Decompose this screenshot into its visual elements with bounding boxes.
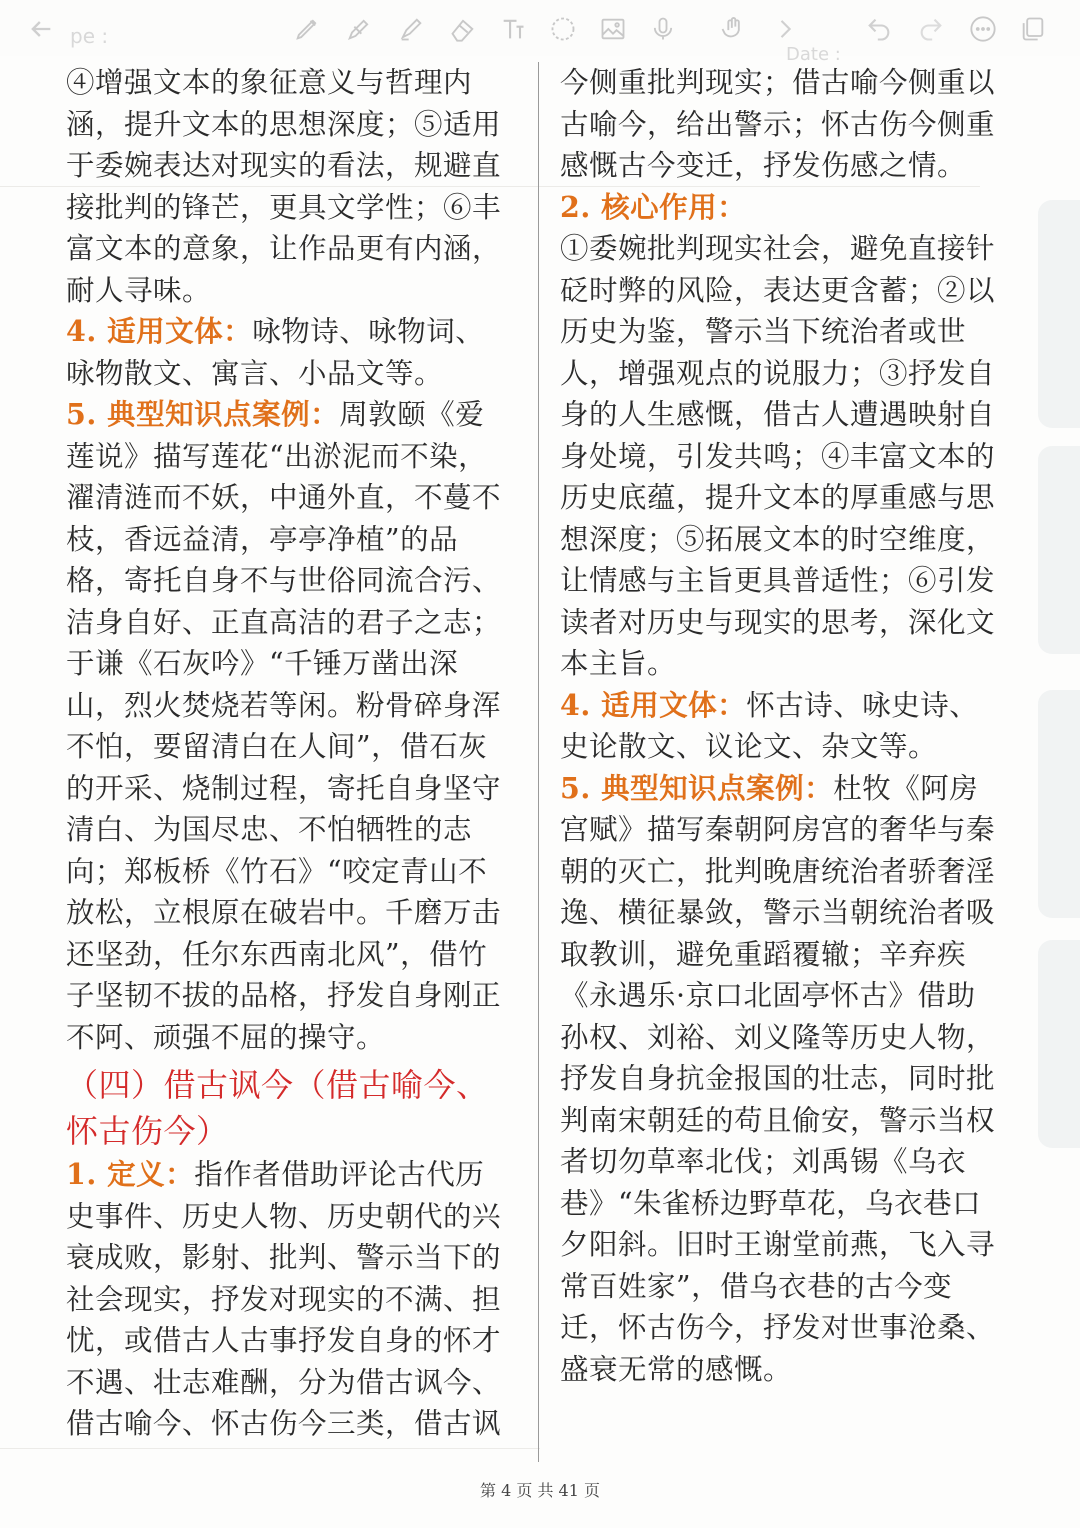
paragraph-text: 指作者借助评论古代历史事件、历史人物、历史朝代的兴衰成败，影射、批判、警示当下的社会现实，抒发对现实的不满、担忧，或借古人古事抒发自身的怀才不遇、壮志难酬，分为借古讽今、借古喻今、怀古伤今三类，借古讽: [66, 1158, 502, 1440]
paragraph: [66, 311, 506, 394]
note-toolbar: [0, 0, 1080, 65]
right-column: [560, 62, 1000, 1390]
paragraph: ①委婉批判现实社会，避免直接针砭时弊的风险，表达更含蓄；②以历史为鉴，警示当下统治者或世人，增强观点的说服力；③抒发自身的人生感慨，借古人遭遇映射自身处境，引发共鸣；④丰富文本的历史底蕴，提升文本的厚重感与思想深度；⑤拓展文本的时空维度，让情感与主旨更具普适性；⑥引发读者对历史与现实的思考，深化文本主旨。: [560, 232, 996, 680]
paragraph-text: 周敦颐《爱莲说》描写莲花“出淤泥而不染，濯清涟而不妖，中通外直，不蔓不枝，香远益清，亭亭净植”的品格，寄托自身不与世俗同流合污、洁身自好、正直高洁的君子之志；于谦《石灰吟》“千锤万凿出深山，烈火焚烧若等闲。粉骨碎身浑不怕，要留清白在人间”，借石灰的开采、烧制过程，寄托自身坚守清白、为国尽忠、不怕牺牲的志向；郑板桥《竹石》“咬定青山不放松，立根原在破岩中。千磨万击还坚劲，任尔东西南北风”，借竹子坚韧不拔的品格，抒发自身刚正不阿、顽强不屈的操守。: [66, 398, 502, 1054]
paragraph-text: 咏物诗、咏物词、咏物散文、寓言、小品文等。: [66, 315, 485, 390]
side-tab[interactable]: [1038, 446, 1080, 654]
paragraph-text: 杜牧《阿房宫赋》描写秦朝阿房宫的奢华与秦朝的灭亡，批判晚唐统治者骄奢淫逸、横征暴敛，警示当朝统治者吸取教训，避免重蹈覆辙；辛弃疾《永遇乐·京口北固亭怀古》借助孙权、刘裕、刘义隆等历史人物，抒发自身抗金报国的壮志，同时批判南宋朝廷的苟且偷安，警示当权者切勿草率北伐；刘禹锡《乌衣巷》“朱雀桥边野草花，乌衣巷口夕阳斜。旧时王谢堂前燕，飞入寻常百姓家”，借乌衣巷的古今变迁，怀古伤今，抒发对世事沧桑、盛衰无常的感慨。: [560, 771, 996, 1386]
chevron-right-icon[interactable]: [770, 14, 800, 44]
paragraph-text: 怀古诗、咏史诗、史论散文、议论文、杂文等。: [560, 688, 979, 763]
highlighter-icon[interactable]: [396, 14, 426, 44]
page-number: 第 4 页 共 41 页: [480, 1481, 600, 1500]
image-icon[interactable]: [598, 14, 628, 44]
mic-icon[interactable]: [648, 14, 678, 44]
paragraph: [560, 187, 1000, 229]
header-ghost-label: pe :: [70, 24, 109, 48]
heading-typical-cases: 5. 典型知识点案例：: [66, 397, 340, 431]
redo-icon[interactable]: [916, 14, 946, 44]
paragraph: [66, 394, 506, 1058]
back-arrow-icon[interactable]: [26, 14, 56, 44]
section-title: （四）借古讽今（借古喻今、怀古伤今）: [66, 1066, 489, 1150]
left-column: [66, 62, 506, 1445]
header-ghost-date: Date :: [786, 44, 841, 65]
more-icon[interactable]: [968, 14, 998, 44]
undo-icon[interactable]: [864, 14, 894, 44]
text-tool-icon[interactable]: [498, 14, 528, 44]
lasso-icon[interactable]: [548, 14, 578, 44]
side-tab[interactable]: [1038, 690, 1080, 918]
paragraph: [560, 685, 1000, 768]
heading-applicable-genres: 4. 适用文体：: [66, 314, 253, 348]
paragraph: 今侧重批判现实；借古喻今侧重以古喻今，给出警示；怀古伤今侧重感慨古今变迁，抒发伤感之情。: [560, 66, 996, 182]
heading-core-function: 2. 核心作用：: [560, 189, 747, 224]
ruled-line: [0, 1448, 540, 1449]
heading-typical-cases: 5. 典型知识点案例：: [560, 770, 834, 805]
eraser-icon[interactable]: [448, 14, 478, 44]
paragraph: ④增强文本的象征意义与哲理内涵，提升文本的思想深度；⑤适用于委婉表达对现实的看法，规避直接批判的锋芒，更具文学性；⑥丰富文本的意象，让作品更有内涵，耐人寻味。: [66, 66, 502, 307]
heading-definition: 1. 定义：: [66, 1157, 195, 1191]
pen-icon[interactable]: [292, 14, 322, 44]
side-tab[interactable]: [1038, 940, 1080, 1148]
pages-icon[interactable]: [1018, 14, 1048, 44]
side-tab[interactable]: [1038, 200, 1080, 428]
paragraph: [66, 1154, 506, 1445]
column-divider: [538, 62, 539, 1462]
pencil-icon[interactable]: [344, 14, 374, 44]
paragraph: [560, 768, 1000, 1391]
gesture-icon[interactable]: [718, 14, 748, 44]
heading-applicable-genres: 4. 适用文体：: [560, 687, 747, 722]
